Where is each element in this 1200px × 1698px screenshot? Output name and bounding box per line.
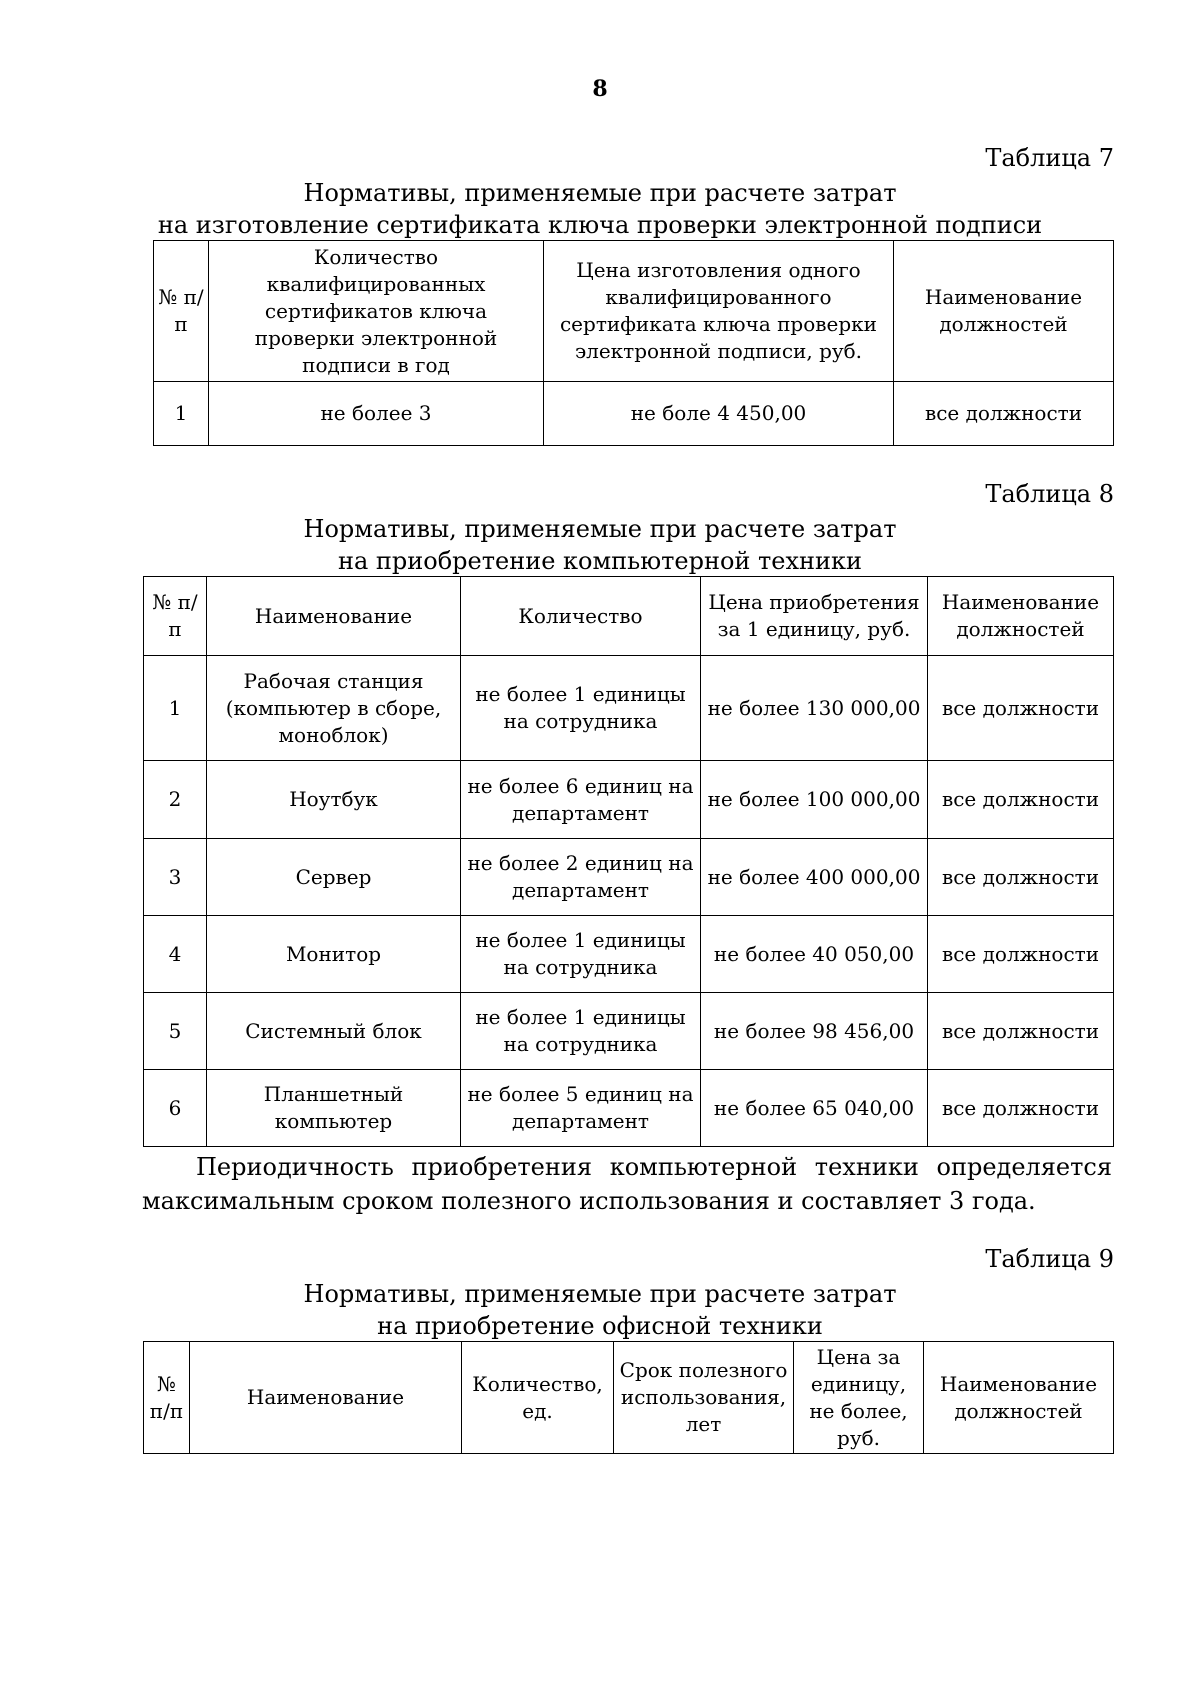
table-row — [144, 916, 1114, 993]
table-cell: 3 — [144, 839, 207, 916]
table9 — [143, 1341, 1114, 1454]
table-cell: все должности — [928, 656, 1114, 761]
table-cell: не более 40 050,00 — [701, 916, 928, 993]
table-row — [144, 761, 1114, 839]
table-cell: Ноутбук — [207, 761, 461, 839]
table9-header-cell: Цена за единицу, не более, руб. — [794, 1342, 924, 1454]
table9-header-cell: Наименование — [190, 1342, 462, 1454]
page-number: 8 — [592, 76, 608, 102]
table-cell: не более 1 единицы на сотрудника — [461, 916, 701, 993]
table-cell: не более 2 единиц на департамент — [461, 839, 701, 916]
table-cell: не более 100 000,00 — [701, 761, 928, 839]
table9-label: Таблица 9 — [985, 1245, 1114, 1273]
table9-header-cell: № п/п — [144, 1342, 190, 1454]
table-cell: Рабочая станция (компьютер в сборе, моноблок) — [207, 656, 461, 761]
table-cell: 2 — [144, 761, 207, 839]
table8-header-cell: № п/п — [144, 577, 207, 656]
table8 — [143, 576, 1114, 1147]
table9-title-line1: Нормативы, применяемые при расчете затрат — [303, 1280, 897, 1308]
table-row — [144, 1070, 1114, 1147]
table-cell: 6 — [144, 1070, 207, 1147]
table9-title-line2: на приобретение офисной техники — [377, 1312, 823, 1340]
table8-header-cell: Цена приобретения за 1 единицу, руб. — [701, 577, 928, 656]
table-cell: 4 — [144, 916, 207, 993]
table9-header-row — [144, 1342, 1114, 1454]
paragraph-body: Периодичность приобретения компьютерной техники определяется максимальным сроком полезного использования и составляет 3 года. — [142, 1153, 1112, 1215]
paragraph-text — [142, 1150, 1112, 1218]
table8-title-line2: на приобретение компьютерной техники — [337, 547, 863, 575]
table8-header-cell: Наименование — [207, 577, 461, 656]
table-cell: Сервер — [207, 839, 461, 916]
table-cell: не более 98 456,00 — [701, 993, 928, 1070]
table9-header-cell: Срок полезного использования, лет — [614, 1342, 794, 1454]
table-row — [144, 993, 1114, 1070]
table-cell: не боле 4 450,00 — [544, 382, 894, 446]
table7-title-line1: Нормативы, применяемые при расчете затрат — [303, 179, 897, 207]
table7-header-row — [154, 241, 1114, 382]
table-cell: Системный блок — [207, 993, 461, 1070]
table-row — [154, 382, 1114, 446]
table-cell: все должности — [928, 1070, 1114, 1147]
table-cell: не более 65 040,00 — [701, 1070, 928, 1147]
table9-header-cell: Наименование должностей — [924, 1342, 1114, 1454]
table-cell: не более 5 единиц на департамент — [461, 1070, 701, 1147]
table-cell: 1 — [154, 382, 209, 446]
table7-header-cell: Цена изготовления одного квалифицированного сертификата ключа проверки электронной подписи, руб. — [544, 241, 894, 382]
table-cell: все должности — [928, 916, 1114, 993]
table9-header-cell: Количество, ед. — [462, 1342, 614, 1454]
table-row — [144, 656, 1114, 761]
table-cell: не более 6 единиц на департамент — [461, 761, 701, 839]
table-cell: все должности — [928, 993, 1114, 1070]
table7-label: Таблица 7 — [985, 144, 1114, 172]
table-row — [144, 839, 1114, 916]
table-cell: Монитор — [207, 916, 461, 993]
table-cell: не более 3 — [209, 382, 544, 446]
table-cell: не более 1 единицы на сотрудника — [461, 656, 701, 761]
table-cell: все должности — [928, 761, 1114, 839]
table8-header-cell: Наименование должностей — [928, 577, 1114, 656]
table8-label: Таблица 8 — [985, 480, 1114, 508]
table-cell: не более 400 000,00 — [701, 839, 928, 916]
table7-header-cell: Количество квалифицированных сертификатов ключа проверки электронной подписи в год — [209, 241, 544, 382]
table-cell: 1 — [144, 656, 207, 761]
table7-title-line2: на изготовление сертификата ключа проверки электронной подписи — [157, 211, 1043, 239]
table8-header-row — [144, 577, 1114, 656]
table-cell: Планшетный компьютер — [207, 1070, 461, 1147]
table7-header-cell: Наименование должностей — [894, 241, 1114, 382]
table-cell: все должности — [928, 839, 1114, 916]
table7-header-cell: № п/п — [154, 241, 209, 382]
table7 — [153, 240, 1114, 446]
table-cell: все должности — [894, 382, 1114, 446]
table8-title-line1: Нормативы, применяемые при расчете затрат — [303, 515, 897, 543]
table-cell: не более 1 единицы на сотрудника — [461, 993, 701, 1070]
table-cell: 5 — [144, 993, 207, 1070]
table-cell: не более 130 000,00 — [701, 656, 928, 761]
table8-header-cell: Количество — [461, 577, 701, 656]
